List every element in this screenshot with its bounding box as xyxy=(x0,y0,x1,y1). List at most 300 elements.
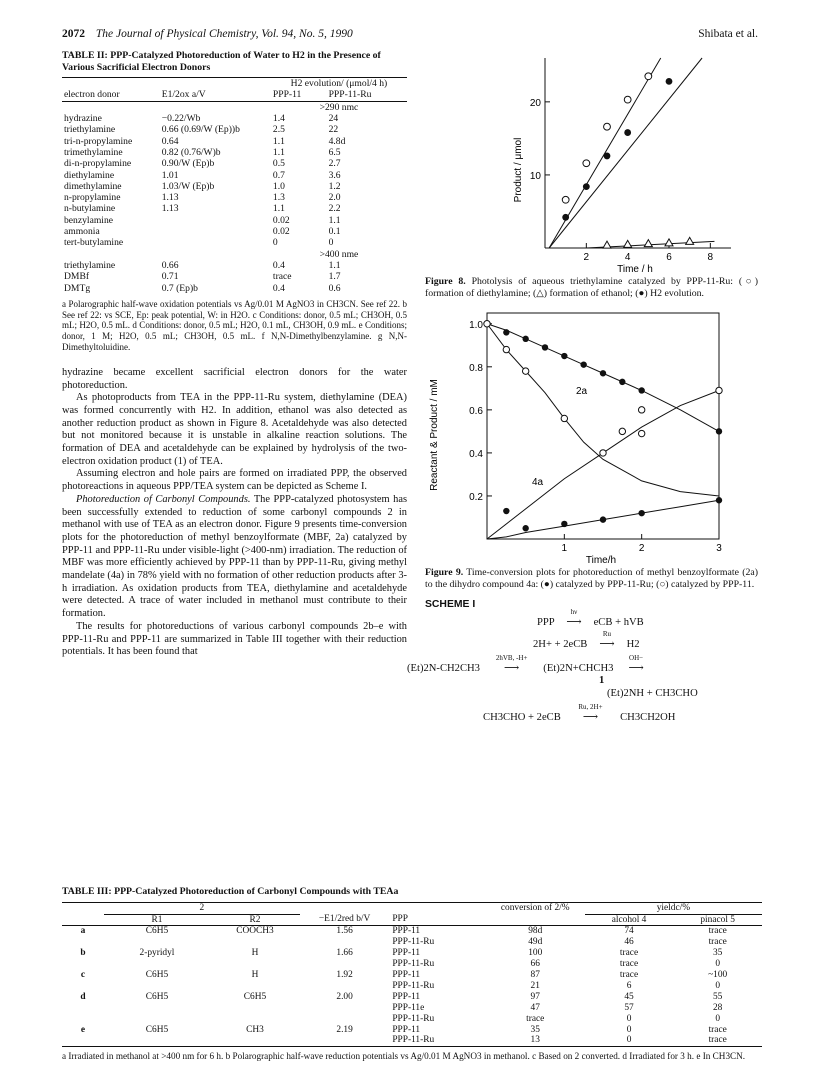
fig9-ppp11-point xyxy=(503,347,509,353)
r3-condition-2: OH− xyxy=(629,654,644,663)
table-cell: 66 xyxy=(530,959,540,970)
table-cell: d xyxy=(80,991,86,1002)
table-row xyxy=(62,1014,762,1025)
table-row xyxy=(62,215,407,226)
table-cell: 0.6 xyxy=(328,282,341,294)
fig8-xlabel: Time / h xyxy=(617,264,653,275)
fig9-2a-ru-line xyxy=(487,324,719,432)
fig8-h2-point xyxy=(604,153,611,160)
table-section-row xyxy=(62,249,407,260)
table-row xyxy=(62,271,407,282)
table3-footnote: a Irradiated in methanol at >400 nm for 6 h. b Polarographic half-wave reduction potentials vs Ag/0.01 M AgNO3 in methanol. c Based on 2 converted. d Irradiated for 3 h. e In CH3CN. xyxy=(62,1051,746,1062)
fig9-ru-point xyxy=(716,497,722,503)
table-cell: 3.6 xyxy=(328,169,341,181)
fig9-ru-point xyxy=(542,344,548,350)
fig9-ppp11-point xyxy=(600,450,606,456)
table-cell: PPP-11-Ru xyxy=(392,1013,435,1024)
table-cell: trimethylamine xyxy=(64,146,123,158)
table-cell: 2-pyridyl xyxy=(139,948,175,959)
table-cell: 0 xyxy=(626,1013,632,1024)
r3-arrow-2: OH− ⟶ xyxy=(616,662,656,674)
fig8-dea-point xyxy=(604,123,611,130)
fig9-ru-point xyxy=(600,517,606,523)
table-cell: PPP-11-Ru xyxy=(392,937,435,948)
table3 xyxy=(62,902,762,1048)
table-cell: DMTg xyxy=(64,282,91,294)
table-cell: trace xyxy=(619,970,639,981)
reaction-4: (Et)2NH + CH3CHO xyxy=(607,688,698,700)
table-cell xyxy=(210,1003,300,1014)
table-cell: 1.2 xyxy=(328,180,341,192)
table-cell: 1.1 xyxy=(272,203,285,215)
table-row xyxy=(62,260,407,271)
table-row xyxy=(62,1035,762,1046)
col-compound: 2 xyxy=(104,902,300,914)
r5-right: CH3CH2OH xyxy=(620,712,676,724)
table-cell: C6H5 xyxy=(145,1024,169,1035)
figure-9 xyxy=(425,305,758,590)
scheme-title: SCHEME I xyxy=(425,599,476,611)
table-cell: 1.01 xyxy=(161,169,179,181)
reaction-1 xyxy=(537,608,644,629)
fig9-ru-point xyxy=(619,379,625,385)
table-cell: PPP-11-Ru xyxy=(392,1035,435,1046)
section-label: >290 nmc xyxy=(319,101,359,113)
fig9-xtick-label: 3 xyxy=(716,543,722,555)
r1-condition: hν xyxy=(570,608,578,617)
table-cell: 1.1 xyxy=(272,146,285,158)
fig9-xtick-label: 2 xyxy=(638,543,645,555)
table-cell: 1.3 xyxy=(272,192,285,204)
table-cell: C6H5 xyxy=(243,991,267,1002)
table-cell: 0.7 xyxy=(272,169,285,181)
fig8-ethanol-point xyxy=(644,240,652,247)
fig8-ytick-label: 20 xyxy=(529,97,541,109)
col-pinacol: pinacol 5 xyxy=(700,914,735,925)
fig8-dea-point xyxy=(624,96,631,103)
table2 xyxy=(62,77,407,294)
table-cell: trace xyxy=(708,1024,727,1035)
table-cell: hydrazine xyxy=(64,113,102,125)
table-row xyxy=(62,203,407,214)
table-cell: 35 xyxy=(712,948,723,959)
table-cell: 0.71 xyxy=(161,271,179,283)
table-row xyxy=(62,192,407,203)
table-cell: 0 xyxy=(272,237,278,249)
paragraph: Assuming electron and hole pairs are formed on irradiated PPP, the observed photoreactions in aqueous PPP/TEA system can be depicted as Scheme I. xyxy=(62,468,407,493)
table3-caption: TABLE III: PPP-Catalyzed Photoreduction of Carbonyl Compounds with TEAa xyxy=(62,886,399,897)
table-cell: 2.00 xyxy=(336,991,353,1002)
col-ppp11: PPP-11 xyxy=(272,89,302,101)
figure-9-plot xyxy=(425,305,758,567)
journal-name: The Journal of Physical Chemistry, Vol. 94, No. 5, 1990 xyxy=(95,28,353,40)
table-cell: 74 xyxy=(624,926,634,937)
table-cell: 0 xyxy=(715,1013,721,1024)
table-cell xyxy=(300,1035,389,1046)
table2-caption: TABLE II: PPP-Catalyzed Photoreduction of Water to H2 in the Presence of Various Sacrificial Electron Donors xyxy=(62,50,381,73)
col-donor: electron donor xyxy=(64,89,120,101)
table-cell: 1.1 xyxy=(328,259,341,271)
table-cell: PPP-11 xyxy=(392,991,421,1002)
col-alcohol: alcohol 4 xyxy=(611,914,647,925)
table-cell: PPP-11-Ru xyxy=(392,980,435,991)
fig8-xtick-label: 4 xyxy=(624,252,631,263)
table-cell: trace xyxy=(526,1013,545,1024)
table-cell: 24 xyxy=(328,113,339,125)
table-cell: DMBf xyxy=(64,271,90,283)
figure-label: Figure 9. xyxy=(425,567,464,579)
table-cell: trace xyxy=(619,959,639,970)
r1-right: eCB + hVB xyxy=(593,617,644,629)
col-r1: R1 xyxy=(151,914,163,925)
reaction-2 xyxy=(533,630,640,651)
fig8-dea-point xyxy=(645,73,652,80)
table-cell xyxy=(104,981,210,992)
table-cell: −0.22/Wb xyxy=(161,113,201,125)
fig9-label-2a: 2a xyxy=(576,386,588,398)
fig9-ppp11-point xyxy=(716,387,722,393)
table-cell: e xyxy=(80,1024,86,1035)
reaction-5 xyxy=(483,703,676,724)
table-cell: c xyxy=(80,970,86,981)
table-cell: trace xyxy=(619,948,639,959)
table-cell: PPP-11 xyxy=(392,926,421,937)
table-cell: 1.4 xyxy=(272,113,285,125)
fig8-ethanol-point xyxy=(686,237,694,244)
table-row xyxy=(62,136,407,147)
table-cell: 0 xyxy=(328,237,334,249)
table-cell: C6H5 xyxy=(145,991,169,1002)
fig9-ru-point xyxy=(638,387,644,393)
table-cell: 4.8d xyxy=(328,135,346,147)
left-column xyxy=(62,50,407,659)
table-cell: 1.13 xyxy=(161,192,179,204)
table-cell: a xyxy=(80,926,86,937)
table-row xyxy=(62,283,407,294)
table-cell: COOCH3 xyxy=(236,926,274,937)
table-cell: 45 xyxy=(624,991,634,1002)
table-cell: 47 xyxy=(530,1002,540,1013)
fig8-h2-point xyxy=(562,214,569,221)
table-cell xyxy=(62,1003,104,1014)
table-cell: 0.4 xyxy=(272,282,285,294)
table-row xyxy=(62,181,407,192)
table-cell: diethylamine xyxy=(64,169,115,181)
fig8-xtick-label: 6 xyxy=(666,252,672,263)
table-row xyxy=(62,124,407,135)
section-heading: Photoreduction of Carbonyl Compounds. xyxy=(76,493,251,505)
table-cell: PPP-11-Ru xyxy=(392,959,435,970)
fig9-ru-point xyxy=(600,370,606,376)
r2-arrow: Ru ⟶ xyxy=(590,638,624,650)
r5-arrow: Ru, 2H+ ⟶ xyxy=(563,711,617,723)
table-cell: CH3 xyxy=(246,1024,264,1035)
table3-body xyxy=(62,926,762,1047)
table-cell xyxy=(104,1035,210,1046)
right-column xyxy=(407,50,759,730)
table-cell: trace xyxy=(708,926,727,937)
fig9-ru-point xyxy=(716,428,722,434)
table-section-row xyxy=(62,101,407,113)
table-cell xyxy=(62,981,104,992)
table-cell: benzylamine xyxy=(64,214,114,226)
fig8-h2-point xyxy=(583,183,590,190)
table-cell: 0.7 (Ep)b xyxy=(161,282,198,294)
h2-evolution-header: H2 evolution/ (μmol/4 h) xyxy=(290,78,388,90)
fig9-ppp11-point xyxy=(522,368,528,374)
r1-arrow: hν ⟶ xyxy=(557,616,591,628)
scheme-1 xyxy=(407,608,758,730)
table-cell: tri-n-propylamine xyxy=(64,135,133,147)
table-cell xyxy=(210,937,300,948)
fig9-ru-point xyxy=(522,336,528,342)
table-cell xyxy=(300,937,389,948)
fig9-ppp11-point xyxy=(484,321,490,327)
col-r2: R2 xyxy=(249,914,261,925)
table-cell xyxy=(300,959,389,970)
table-cell: PPP-11 xyxy=(392,948,421,959)
table-cell: 0 xyxy=(715,980,721,991)
fig9-ppp11-point xyxy=(561,415,567,421)
table-cell: 1.66 xyxy=(336,948,353,959)
fig9-ru-point xyxy=(580,362,586,368)
table-cell: 1.13 xyxy=(161,203,179,215)
fig8-dea-point xyxy=(583,160,590,167)
table-cell: ~100 xyxy=(708,970,728,981)
table-row xyxy=(62,237,407,248)
table-cell: C6H5 xyxy=(145,970,169,981)
table-cell xyxy=(300,1003,389,1014)
table-cell: 2.19 xyxy=(336,1024,353,1035)
table-row xyxy=(62,1025,762,1036)
table-cell: trace xyxy=(708,1035,727,1046)
fig9-ppp11-point xyxy=(638,407,644,413)
table-row xyxy=(62,1003,762,1014)
r3-left: (Et)2N-CH2CH3 xyxy=(407,663,480,675)
table-cell: 0.66 xyxy=(161,259,179,271)
table-row xyxy=(62,948,762,959)
table-cell xyxy=(160,226,271,237)
table-cell: 0 xyxy=(626,1035,632,1046)
r3-arrow: 2hVB, -H+ ⟶ xyxy=(483,662,541,674)
r2-right: H2 xyxy=(626,639,640,651)
table-cell: trace xyxy=(708,937,727,948)
table-cell: 0.4 xyxy=(272,259,285,271)
table-cell: H xyxy=(251,948,259,959)
fig9-xtick-label: 1 xyxy=(561,543,568,555)
fig9-ru-point xyxy=(522,525,528,531)
table3-block xyxy=(62,886,762,1062)
table-cell: 1.1 xyxy=(328,214,341,226)
fig9-ylabel: Reactant & Product / mM xyxy=(429,379,440,492)
table-cell xyxy=(62,1035,104,1046)
page-number: 2072 xyxy=(62,28,85,40)
table-cell: 0 xyxy=(626,1024,632,1035)
compound-1-label: 1 xyxy=(599,675,605,687)
table-cell: triethylamine xyxy=(64,259,116,271)
fig8-ethanol-point xyxy=(624,240,632,247)
table-row xyxy=(62,147,407,158)
r1-left: PPP xyxy=(537,617,555,629)
fig9-2a-ppp11-line xyxy=(487,324,719,496)
r5-left: CH3CHO + 2eCB xyxy=(483,712,561,724)
fig9-ytick-label: 0.2 xyxy=(469,492,483,504)
table-cell: dimethylamine xyxy=(64,180,122,192)
caption-text: Photolysis of aqueous triethylamine catalyzed by PPP-11-Ru: (○) formation of diethylamine; (△) formation of ethanol; (●) H2 evolution. xyxy=(425,276,759,299)
figure-8-caption xyxy=(425,276,758,299)
table-cell: 0.82 (0.76/W)b xyxy=(161,146,221,158)
table-cell: b xyxy=(80,948,86,959)
table-row xyxy=(62,158,407,169)
col-potential: −E1/2red b/V xyxy=(318,914,371,924)
table-cell xyxy=(210,981,300,992)
fig8-ytick-label: 10 xyxy=(529,170,541,182)
body-text xyxy=(62,367,407,659)
fig9-label-4a: 4a xyxy=(532,477,544,489)
fig9-ytick-label: 0.8 xyxy=(469,362,483,374)
fig8-ylabel: Product / μmol xyxy=(513,137,524,203)
figure-8 xyxy=(425,50,758,299)
table-cell: tert-butylamine xyxy=(64,237,124,249)
r3-right: (Et)2N+CHCH3 xyxy=(543,663,614,675)
page-header xyxy=(62,28,758,40)
fig8-h2-line xyxy=(549,58,702,248)
table-cell: PPP-11 xyxy=(392,970,421,981)
table-cell: 1.92 xyxy=(336,970,353,981)
paragraph: As photoproducts from TEA in the PPP-11-Ru system, diethylamine (DEA) was formed concurrently with H2. In addition, ethanol was also detected as another reduction product as shown in Figure 8. Acetaldehyde was also detected but not monitored because it is unstable in alkaline reaction solutions. The formation of DEA and acetaldehyde can be explained by hydrolysis of the two-electron oxidation product (1) of TEA. xyxy=(62,392,407,467)
figure-8-plot xyxy=(435,50,768,276)
table-cell: 2.0 xyxy=(328,192,341,204)
table-cell: 2.2 xyxy=(328,203,341,215)
col-yield: yieldc/% xyxy=(585,902,762,914)
table-cell: 57 xyxy=(624,1002,634,1013)
fig9-frame xyxy=(487,313,719,539)
table-cell: C6H5 xyxy=(145,926,169,937)
table-cell: 97 xyxy=(530,991,540,1002)
fig9-ppp11-point xyxy=(619,428,625,434)
table-row xyxy=(62,926,762,937)
table-cell xyxy=(104,1014,210,1025)
table-cell xyxy=(62,1014,104,1025)
figure-9-caption xyxy=(425,567,758,590)
table-cell: triethylamine xyxy=(64,124,116,136)
table-cell xyxy=(210,1035,300,1046)
table-cell: 35 xyxy=(530,1024,540,1035)
figure-label: Figure 8. xyxy=(425,276,466,287)
table-row xyxy=(62,170,407,181)
table-cell xyxy=(160,237,271,248)
table-cell xyxy=(104,959,210,970)
table-row xyxy=(62,959,762,970)
table-cell: 0.90/W (Ep)b xyxy=(161,158,215,170)
table-cell: H xyxy=(251,970,259,981)
table-cell: 1.0 xyxy=(272,180,285,192)
table-cell: di-n-propylamine xyxy=(64,158,132,170)
reaction-3 xyxy=(407,654,656,675)
table-cell: trace xyxy=(272,271,292,283)
table-cell: 0.02 xyxy=(272,226,290,238)
fig9-ytick-label: 0.6 xyxy=(469,406,483,418)
table-cell: ammonia xyxy=(64,226,100,238)
table-cell: 0.02 xyxy=(272,214,290,226)
paragraph-text: The PPP-catalyzed photosystem has been successfully extended to reduction of some carbonyl compounds 2 in methanol with use of TEA as an electron donor. Figure 9 presents time-conversion plots for the photoreduction of methyl benzoylformate (MBF, 2a) catalyzed by PPP-11 and PPP-11-Ru under visible-light (>400-nm) irradiation. The reduction of MBF was more efficiently achieved by PPP-11 than by PPP-11-Ru, giving methyl mandelate (4a) in 78% yield with no formation of other reduction products after 3-h irradiation. As oxidation products from TEA, diethylamine and acetaldehyde were detected. A trace of water included in methanol must contribute to their formation. xyxy=(62,493,407,620)
col-conversion: conversion of 2/% xyxy=(500,902,570,913)
table-row xyxy=(62,981,762,992)
fig8-ethanol-point xyxy=(603,241,611,248)
fig8-h2-point xyxy=(624,129,631,136)
table-cell: 46 xyxy=(624,937,634,948)
fig9-ru-point xyxy=(503,508,509,514)
table-cell: 0.66 (0.69/W (Ep))b xyxy=(161,124,240,136)
table-cell: 1.56 xyxy=(336,926,353,937)
r3-condition: 2hVB, -H+ xyxy=(495,654,528,663)
fig8-ethanol-point xyxy=(665,239,673,246)
fig9-ytick-label: 1.0 xyxy=(469,319,483,331)
fig9-ytick-label: 0.4 xyxy=(469,449,483,461)
table-cell: 2.5 xyxy=(272,124,285,136)
table-row xyxy=(62,937,762,948)
r5-condition: Ru, 2H+ xyxy=(578,703,603,712)
table-cell xyxy=(62,959,104,970)
table-cell: 49d xyxy=(528,937,543,948)
col-potential: E1/2ox a/V xyxy=(161,89,206,101)
table-cell: 1.7 xyxy=(328,271,341,283)
r2-condition: Ru xyxy=(602,630,612,639)
table-cell: 6.5 xyxy=(328,146,341,158)
table-cell: 28 xyxy=(712,1002,723,1013)
table-cell: 0.1 xyxy=(328,226,341,238)
fig9-xlabel: Time/h xyxy=(585,555,617,567)
r2-left: 2H+ + 2eCB xyxy=(533,639,588,651)
table-cell xyxy=(104,1003,210,1014)
table-cell: n-butylamine xyxy=(64,203,116,215)
table-cell: PPP-11e xyxy=(392,1002,425,1013)
table-cell xyxy=(104,937,210,948)
table-cell: 55 xyxy=(712,991,723,1002)
paragraph: The results for photoreductions of various carbonyl compounds 2b–e with PPP-11-Ru and PPP-11 are summarized in Table III together with their reduction potentials. It has been found that xyxy=(62,620,407,658)
fig9-ru-point xyxy=(503,329,509,335)
table-cell: 6 xyxy=(626,980,632,991)
fig8-h2-point xyxy=(666,78,673,85)
running-authors: Shibata et al. xyxy=(698,28,758,40)
table-cell: 1.03/W (Ep)b xyxy=(161,180,215,192)
fig8-xtick-label: 8 xyxy=(707,252,714,263)
table-cell xyxy=(300,1014,389,1025)
table-cell: 87 xyxy=(530,970,540,981)
paragraph: hydrazine became excellent sacrificial electron donors for the water photoreduction. xyxy=(62,366,407,391)
paragraph xyxy=(62,494,407,621)
fig8-xtick-label: 2 xyxy=(583,252,590,263)
fig9-ppp11-point xyxy=(638,431,644,437)
fig9-ru-point xyxy=(561,353,567,359)
caption-text: Time-conversion plots for photoreduction of methyl benzoylformate (2a) to the dihydro compound 4a: (●) catalyzed by PPP-11-Ru; (○) catalyzed by PPP-11. xyxy=(425,567,758,590)
table-cell: PPP-11 xyxy=(392,1024,421,1035)
fig9-ru-point xyxy=(638,510,644,516)
table-cell xyxy=(160,215,271,226)
table-row xyxy=(62,992,762,1003)
table-cell xyxy=(210,1014,300,1025)
table-cell: n-propylamine xyxy=(64,192,121,204)
table-cell: 1.1 xyxy=(272,135,285,147)
fig8-dea-point xyxy=(562,196,569,203)
table-row xyxy=(62,113,407,124)
table-cell: 22 xyxy=(328,124,339,136)
table-cell: 0.5 xyxy=(272,158,285,170)
table-cell: 2.7 xyxy=(328,158,341,170)
table-cell xyxy=(300,981,389,992)
table-cell xyxy=(210,959,300,970)
table-cell xyxy=(62,937,104,948)
